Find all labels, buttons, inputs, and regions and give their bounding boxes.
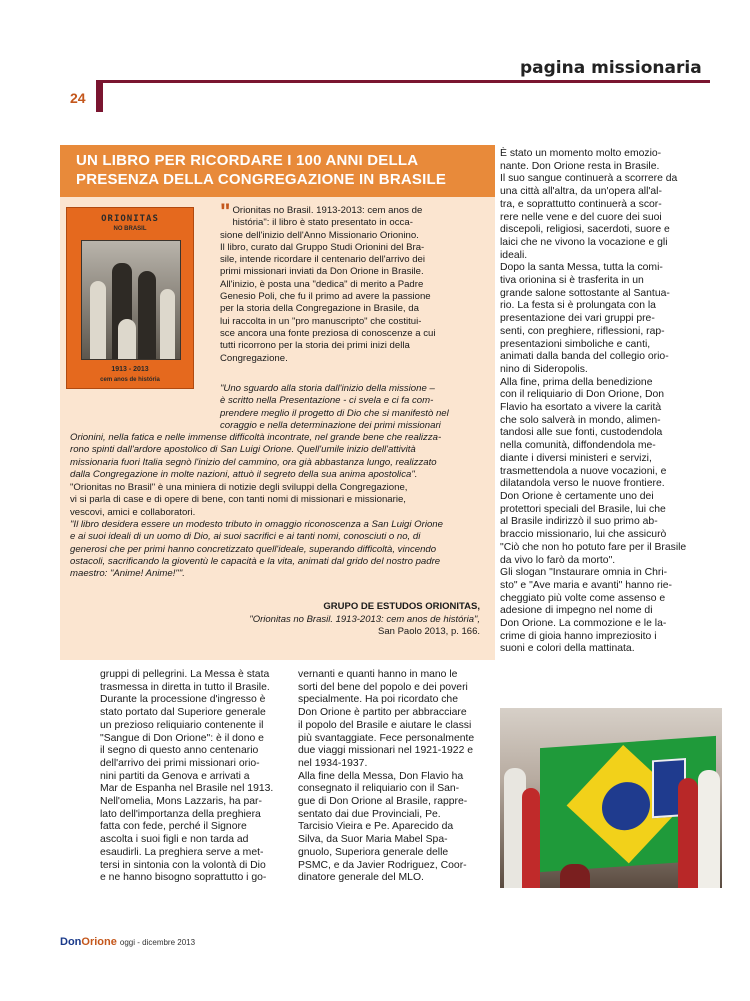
text-line: dinatore generale del MLO. [298,872,424,884]
text-line: Dopo la santa Messa, tutta la comi- [500,262,663,274]
column-left [100,669,290,885]
text-line: nante. Don Orione resta in Brasile. [500,160,660,172]
book-box [60,145,495,660]
text-line: vi si parla di case e di opere di bene, con tanti nomi di missionari e missionarie, [70,494,406,506]
text-line: dalla Congregazione in molte nazioni, attuò il segreto della sua anima apostolica". [70,468,418,480]
text-line: tra, e soprattutto continuerà a scor- [500,198,662,210]
text-line: gnuolo, Superiora generale delle [298,846,449,858]
box-title-line: PRESENZA DELLA CONGREGAZIONE IN BRASILE [76,171,447,188]
text-line: Silva, da Suor Maria Mabel Spa- [298,834,448,846]
text-line: esaudirli. La preghiera serve a met- [100,846,264,858]
footer-orione: Orione [81,936,117,948]
text-line: specialmente. Ha poi ricordato che [298,694,458,706]
text-line: "Orionitas no Brasil" è una miniera di notizie degli sviluppi della Congregazione, [70,482,408,493]
text-line: tersi in sintonia con la volontà di Dio [100,859,266,871]
text-line: gruppi di pellegrini. La Messa è stata [100,669,270,680]
text-line: prendere meglio il progetto di Dio che si manifestò nel [220,407,449,419]
text-line: che solo salverà in mondo, alimen- [500,414,661,426]
text-line: Il libro, curato dal Gruppo Studi Orionini del Bra- [220,241,425,253]
text-line: Genesio Poli, che fu il primo ad avere la passione [220,291,431,303]
text-line: missionaria fuori Italia segnò l'inizio del cammino, ora già abbastanza lungo, realizzato [70,456,437,468]
box-title [60,145,495,197]
text-line: Nell'omelia, Mons Lazzaris, ha par- [100,796,262,808]
text-line: adesione di impegno nel nome di [500,605,653,617]
text-line: senti, con preghiere, riflessioni, rap- [500,325,665,337]
text-line: generosi che per primi hanno concretizzato quell'ideale, superando difficoltà, vincendo [70,543,437,555]
text-line: stato portato dal Superiore generale [100,707,266,719]
text-line: tiva orionina si è trasferita in un [500,275,644,287]
text-line: animati dalla banda del collegio orio- [500,351,669,363]
box-paragraph-1 [220,199,486,365]
box-signature [210,601,480,639]
text-line: história": il libro è stato presentato in occa- [232,217,413,229]
box-title-line: UN LIBRO PER RICORDARE I 100 ANNI DELLA [76,152,419,169]
text-line: sile, intende ricordare il centenario dell'arrivo dei [220,254,426,266]
column-middle [298,669,492,885]
text-line: più svantaggiate. Fece personalmente [298,732,475,744]
text-line: Il suo sangue continuerà a scorrere da [500,173,678,185]
box-paragraph-2b [70,432,486,481]
text-line: Gli slogan "Instaurare omnia in Chri- [500,567,668,579]
text-line: sentato dai due Provinciali, Pe. [298,808,441,820]
text-line: grande salone sottostante al Santua- [500,287,670,299]
text-line: suoni e colori della mattinata. [500,643,635,655]
text-line: vescovi, amici e collaboratori. [70,506,196,518]
text-line: Orionitas no Brasil. 1913-2013: cem anos de [232,205,423,216]
text-line: nino di Sideropolis. [500,363,588,375]
text-line: Flavio ha esortato a vivere la carità [500,402,662,414]
text-line: il segno di questo anno centenario [100,745,259,757]
box-paragraph-4 [70,519,486,580]
text-line: nini partiti da Genova e arrivati a [100,770,250,782]
text-line: per la storia della Congregazione in Brasile, da [220,303,419,315]
book-cover-photo [81,240,181,360]
text-line: trasmessa in diretta in tutto il Brasile. [100,681,270,693]
text-line: rio. La festa si è prolungata con la [500,300,656,312]
text-line: ascolta i suoi figli e non tarda ad [100,834,249,846]
magazine-footer [60,936,195,948]
text-line: una città all'altra, da un'opera all'al- [500,186,662,198]
book-cover-title: ORIONITAS [101,214,159,224]
text-line: Mar de Espanha nel Brasile nel 1913. [100,783,274,795]
text-line: sione dell'inizio dell'Anno Missionario Orionino. [220,229,419,241]
text-line: protettori speciali del Brasile, lui che [500,503,666,515]
text-line: diante i diversi ministeri e servizi, [500,452,652,464]
text-line: lato dell'importanza della preghiera [100,808,261,820]
signature-name: GRUPO DE ESTUDOS ORIONITAS, [323,601,480,612]
text-line: rere nelle vene e del cuore dei suoi [500,211,662,223]
box-paragraph-2a [220,383,486,432]
text-line: con il reliquiario di Don Orione, Don [500,389,665,401]
text-line: è scritto nella Presentazione - ci svela e ci fa com- [220,395,434,407]
text-line: il popolo del Brasile e aiutare le classi [298,719,472,731]
text-line: maestro: "Anime! Anime!"". [70,568,185,580]
text-line: lui raccolta in un "pro manuscripto" che costitui- [220,315,422,327]
column-right [500,148,722,656]
text-line: crime di gioia hanno impreziosito i [500,630,657,642]
text-line: sorti del bene del popolo e dei poveri [298,681,468,693]
text-line: al Brasile indirizzò il suo primo ab- [500,516,658,528]
text-line: PSMC, e da Javier Rodriguez, Coor- [298,859,467,871]
text-line: consegnato il reliquiario con il San- [298,783,460,795]
signature-book: "Orionitas no Brasil. 1913-2013: cem anos de história", [249,613,480,625]
footer-don: Don [60,936,82,948]
text-line: laici che ne vivono la vocazione e gli [500,236,668,248]
book-cover-footer: cem anos de história [100,377,160,383]
text-line: Don Orione è partito per abbracciare [298,707,467,719]
text-line: braccio missionario, lui che assicurò [500,529,667,541]
section-title: pagina missionaria [520,58,702,78]
text-line: gue di Don Orione al Brasile, rappre- [298,796,468,808]
flag-ceremony-photo [500,708,722,888]
box-paragraph-3 [70,482,486,519]
page-number: 24 [70,90,86,106]
text-line: È stato un momento molto emozio- [500,148,662,159]
text-line: Don Orione è certamente uno dei [500,490,654,502]
text-line: dilatandola verso le nuove frontiere. [500,478,665,490]
drop-quote-mark: " [220,199,231,224]
text-line: da vivo lo farò da morto". [500,554,616,566]
text-line: Durante la processione d'ingresso è [100,694,266,706]
text-line: ideali. [500,249,528,261]
text-line: sto" e "Ave maria e avanti" hanno rie- [500,579,673,591]
text-line: Orionini, nella fatica e nelle immense difficoltà incontrate, nel grande bene che realizza- [70,432,442,443]
text-line: due viaggi missionari nel 1921-1922 e [298,745,474,757]
text-line: All'inizio, è posta una "dedica" di merito a Padre [220,278,424,290]
footer-issue: oggi - dicembre 2013 [119,938,196,947]
text-line: presentazioni simboliche e canti, [500,338,651,350]
text-line: vernanti e quanti hanno in mano le [298,669,458,680]
text-line: "Il libro desidera essere un modesto tributo in omaggio riconoscenza a San Luigi Orione [70,519,443,530]
text-line: "Sangue di Don Orione": è il dono e [100,732,264,744]
text-line: dell'arrivo dei primi missionari orio- [100,757,260,769]
text-line: Tarcisio Vieira e Pe. Aparecido da [298,821,454,833]
signature-place: San Paolo 2013, p. 166. [378,626,480,637]
text-line: un prezioso reliquiario contenente il [100,719,264,731]
text-line: tandosi alle sue fonti, custodendola [500,427,663,439]
text-line: presentazione dei vari gruppi pre- [500,313,655,325]
text-line: "Uno sguardo alla storia dall'inizio della missione – [220,383,435,394]
text-line: "Ciò che non ho potuto fare per il Brasile [500,541,687,553]
book-cover-subtitle: NO BRASIL [113,226,147,232]
text-line: coraggio e nella determinazione dei primi missionari [220,419,441,431]
text-line: tutti ricorrono per la storia dei primi inizi della [220,340,410,352]
text-line: ostacoli, sacrificando la gioventù le capacità e la vita, animati dal grido del nostro padre [70,555,441,567]
text-line: nella comunità, diffondendola me- [500,440,656,452]
text-line: nel 1934-1937. [298,757,368,769]
text-line: Don Orione. La commozione e le la- [500,618,667,630]
text-line: trasmettendola a nuove vocazioni, e [500,465,667,477]
book-cover-years: 1913 - 2013 [111,366,149,373]
header-red-bar [96,80,103,112]
header-rule [100,80,710,83]
text-line: Alla fine, prima della benedizione [500,376,653,388]
text-line: discepoli, religiosi, sacerdoti, suore e [500,224,670,236]
text-line: Congregazione. [220,352,288,364]
p1-lines [220,199,486,365]
text-line: e ne hanno bisogno soprattutto i go- [100,872,267,884]
text-line: primi missionari inviati da Don Orione in Brasile. [220,266,424,278]
book-cover-image [66,207,194,389]
text-line: e ai suoi ideali di un uomo di Dio, ai suoi sacrifici e ai tanti nomi, conosciuti o no, di [70,531,421,543]
text-line: sce ancora una fonte preziosa di conoscenze a cui [220,327,436,339]
text-line: cheggiato più volte come assenso e [500,592,666,604]
text-line: fatta con fede, perché il Signore [100,821,247,833]
text-line: rono spinti dall'ardore apostolico di San Luigi Orione. Quell'umile inizio dell'attività [70,444,416,456]
text-line: Alla fine della Messa, Don Flavio ha [298,770,464,782]
